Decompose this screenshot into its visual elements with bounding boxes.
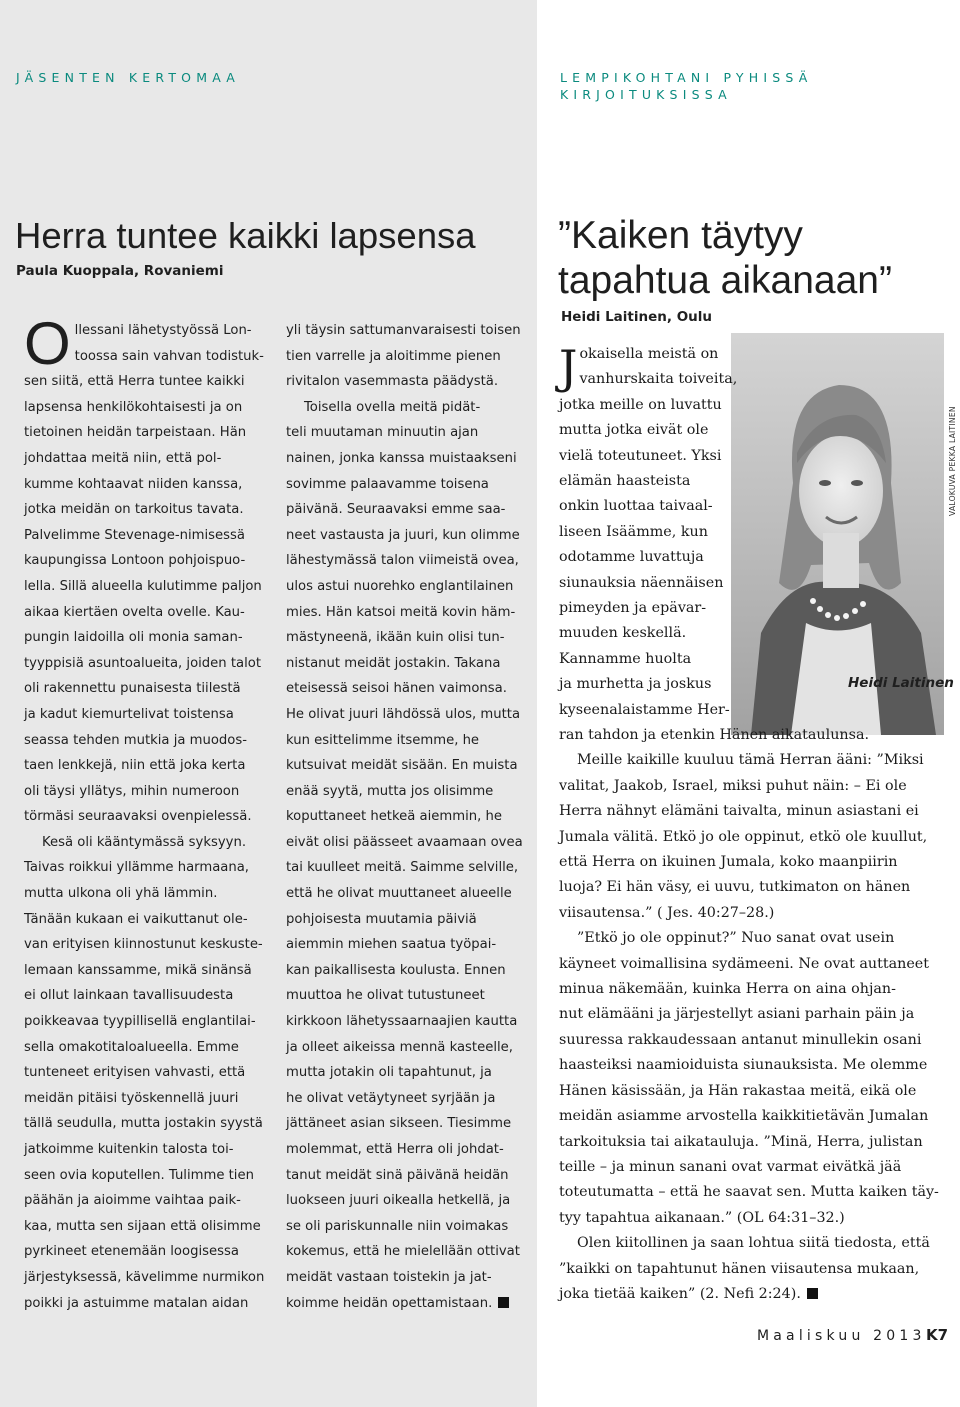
text-line: tunteneet erityisen vahvasti, että: [24, 1065, 246, 1081]
text-line: kaa, mutta sen sijaan että olisimme: [24, 1218, 261, 1234]
page-number: K7: [926, 1326, 949, 1344]
text-line: Meille kaikille kuuluu tämä Herran ääni: ”Miksi: [577, 752, 924, 769]
text-line: poikkeavaa tyypillisellä englantilai-: [24, 1014, 256, 1030]
text-line: mutta ulkona oli yhä lämmin.: [24, 886, 218, 902]
text-line: muuden keskellä.: [559, 625, 687, 642]
text-line: vielä toteutuneet. Yksi: [559, 447, 722, 464]
text-line: sen siitä, että Herra tuntee kaikki: [24, 374, 245, 390]
text-line: jättäneet asian sikseen. Tiesimme: [286, 1116, 512, 1132]
text-line: odotamme luvattuja: [559, 549, 704, 566]
text-line: päivänä. Seuraavaksi emme saa-: [286, 502, 506, 518]
text-line: kaupungissa Lontoon pohjoispuo-: [24, 553, 246, 569]
text-line: Kannamme huolta: [559, 650, 692, 667]
text-line: joka tietää kaiken” (2. Nefi 2:24).: [559, 1285, 801, 1302]
text-line: rivitalon vasemmasta päädystä.: [286, 374, 499, 390]
text-line: elämän haasteista: [559, 473, 691, 490]
text-line: meidän asiamme arvostella kaikkitietävän Jumalan: [559, 1108, 929, 1125]
text-line: Olen kiitollinen ja saan lohtua siitä tiedosta, että: [577, 1235, 930, 1252]
text-line: ”kaikki on tapahtunut hänen viisautensa mukaan,: [559, 1260, 920, 1277]
text-line: nut elämääni ja järjestellyt asiani parhain päin ja: [559, 1006, 915, 1023]
text-line: koputtaneet hetkeä aiemmin, he: [286, 809, 502, 825]
section-kicker-right: [560, 69, 813, 103]
text-line: pyrkineet etenemään loogisessa: [24, 1244, 239, 1260]
text-line: tanut meidät sinä päivänä heidän: [286, 1167, 509, 1183]
text-line: taen lenkkejä, niin että joka kerta: [24, 758, 246, 774]
end-mark: [807, 1288, 818, 1299]
text-line: Hänen käsissään, ja Hän rakastaa meitä, eikä ole: [559, 1082, 917, 1099]
text-line: pimeyden ja epävar-: [559, 600, 707, 617]
article-column-right-full: [559, 723, 954, 1307]
drop-cap: O: [24, 310, 71, 377]
text-line: pungin laidoilla oli monia saman-: [24, 630, 243, 646]
text-line: vanhurskaita toiveita,: [579, 371, 738, 388]
text-line: Tänään kukaan ei vaikuttanut ole-: [24, 911, 248, 927]
text-line: nistanut meidät jostakin. Takana: [286, 655, 501, 671]
text-line: toossa sain vahvan todistuk-: [74, 348, 264, 364]
article-column-1: [24, 310, 276, 1316]
article-title-right: [558, 213, 892, 303]
text-line: eteisessä seisoi hänen vaimonsa.: [286, 681, 507, 697]
text-line: sovimme palaavamme toisena: [286, 476, 489, 492]
text-line: luokseen juuri oikealla hetkellä, ja: [286, 1193, 511, 1209]
text-line: ja murhetta ja joskus: [559, 676, 712, 693]
text-line: kyseenalaistamme Her-: [559, 701, 730, 718]
text-line: He olivat juuri lähdössä ulos, mutta: [286, 706, 521, 722]
text-line: ”Etkö jo ole oppinut?” Nuo sanat ovat usein: [577, 930, 895, 947]
text-line: Jumala välitä. Etkö jo ole oppinut, etkö ole kuullut,: [559, 828, 928, 845]
text-line: kumme kohtaavat niiden kanssa,: [24, 476, 243, 492]
text-line: mutta jotakin oli tapahtunut, ja: [286, 1065, 492, 1081]
text-line: oli täysi yllätys, mihin numeroon: [24, 783, 240, 799]
section-kicker-left: JÄSENTEN KERTOMAA: [16, 70, 241, 85]
text-line: tällä seudulla, mutta jostakin syystä: [24, 1116, 263, 1132]
text-line: ei ollut lainkaan tavallisuudesta: [24, 988, 234, 1004]
article-title-left: Herra tuntee kaikki lapsensa: [15, 215, 476, 256]
kicker-line-2: KIRJOITUKSISSA: [560, 87, 732, 102]
text-line: kirkkoon lähetyssaarnaajien kautta: [286, 1014, 518, 1030]
text-line: törmäsi seuraavaksi ovenpielessä.: [24, 809, 252, 825]
text-line: ran tahdon ja etenkin Hänen aikataulunsa.: [559, 727, 870, 743]
text-line: jotka meille on luvattu: [559, 396, 722, 413]
text-line: Herra nähnyt elämäni taivalta, minun asiastani ei: [559, 803, 919, 820]
text-line: viisautensa.” ( Jes. 40:27–28.): [559, 904, 775, 921]
text-line: tarkoituksia tai aikatauluja. ”Minä, Herra, julistan: [559, 1133, 923, 1150]
text-line: mutta jotka eivät ole: [559, 422, 709, 439]
text-line: nainen, jonka kanssa muistaakseni: [286, 450, 517, 466]
text-line: jatkoimme kuitenkin talosta toi-: [24, 1142, 234, 1157]
text-line: meidät vastaan toistekin ja jat-: [286, 1269, 492, 1285]
text-line: oli rakennettu punaisesta tiilestä: [24, 681, 241, 697]
text-line: koimme heidän opettamistaan.: [286, 1295, 493, 1311]
text-line: lapsensa henkilökohtaisesti ja on: [24, 399, 243, 415]
article-column-right-narrow: [559, 340, 738, 723]
text-line: se oli pariskunnalle niin voimakas: [286, 1218, 509, 1234]
text-line: lemaan kanssamme, mikä sinänsä: [24, 962, 252, 978]
text-line: käyneet voimallisina sydämeeni. Ne ovat auttaneet: [559, 955, 929, 972]
text-line: siunauksia näennäisen: [559, 574, 724, 591]
text-line: valitat, Jaakob, Israel, miksi puhut näin: – Ei ole: [559, 777, 907, 794]
text-line: teli muutaman minuutin ajan: [286, 425, 479, 441]
text-line: mästyneenä, ikään kuin olisi tun-: [286, 630, 505, 646]
text-line: ulos astui nuorehko englantilainen: [286, 578, 514, 594]
text-line: johdattaa meitä niin, että pol-: [24, 450, 222, 466]
text-line: he olivat vetäytyneet syrjään ja: [286, 1090, 496, 1106]
photo-caption: Heidi Laitinen: [848, 675, 954, 691]
author-byline-left: Paula Kuoppala, Rovaniemi: [16, 263, 224, 279]
text-line: minua näkemään, kuinka Herra on aina ohjan-: [559, 981, 896, 998]
text-line: van erityisen kiinnostunut keskuste-: [24, 937, 263, 953]
text-line: kokemus, että he mielellään ottivat: [286, 1244, 520, 1260]
text-line: tyy tapahtua aikanaan.” (OL 64:31–32.): [559, 1209, 845, 1226]
text-line: enää syytä, mutta jos olisimme: [286, 783, 494, 799]
text-line: Palvelimme Stevenage-nimisessä: [24, 527, 245, 543]
text-line: luoja? Ei hän väsy, ei uuvu, tutkimaton on hänen: [559, 879, 911, 896]
text-line: suuressa rakkaudessaan antanut minullekin osani: [559, 1031, 922, 1048]
text-line: järjestyksessä, kävelimme nurmikon: [24, 1269, 265, 1285]
text-line: aikaa kiertäen ovelta ovelle. Kau-: [24, 604, 245, 620]
text-line: muuttoa he olivat tutustuneet: [286, 988, 485, 1004]
text-line: toteutumatta – että he saavat sen. Mutta kaiken täy-: [559, 1184, 939, 1201]
text-line: neet vastausta ja juuri, kun olimme: [286, 527, 520, 543]
text-line: ja kadut kiemurtelivat toistensa: [24, 706, 234, 722]
text-line: että he olivat muuttaneet alueelle: [286, 886, 512, 902]
title-line-2: tapahtua aikanaan”: [558, 259, 892, 302]
text-line: lella. Sillä alueella kulutimme paljon: [24, 578, 262, 594]
text-line: poikki ja astuimme matalan aidan: [24, 1295, 249, 1311]
text-line: kutsuivat meidät sisään. En muista: [286, 758, 518, 774]
text-line: okaisella meistä on: [579, 346, 719, 362]
title-line-1: ”Kaiken täytyy: [558, 214, 803, 257]
drop-cap: J: [559, 340, 578, 394]
text-line: pohjoisesta muutamia päiviä: [286, 911, 477, 927]
text-line: Toisella ovella meitä pidät-: [304, 399, 481, 415]
article-column-2: [286, 318, 531, 1316]
text-line: Kesä oli kääntymässä syksyyn.: [42, 834, 247, 850]
text-line: Taivas roikkui yllämme harmaana,: [24, 860, 249, 876]
text-line: tyyppisiä asuntoalueita, joiden talot: [24, 655, 262, 671]
text-line: että Herra on ikuinen Jumala, koko maanpiirin: [559, 854, 898, 871]
text-line: aiemmin miehen saatua työpai-: [286, 937, 497, 953]
text-line: ja olleet aikeissa mennä kasteelle,: [286, 1039, 513, 1055]
end-mark: [498, 1297, 509, 1308]
text-line: mies. Hän katsoi meitä kovin häm-: [286, 604, 516, 620]
text-line: seen ovia koputellen. Tulimme tien: [24, 1167, 254, 1183]
text-line: yli täysin sattumanvaraisesti toisen: [286, 323, 521, 338]
text-line: tietoinen heidän tarpeistaan. Hän: [24, 425, 247, 441]
photo-credit: VALOKUVA PEKKA LAITINEN: [948, 406, 957, 516]
kicker-line-1: LEMPIKOHTANI PYHISSÄ: [560, 70, 813, 85]
text-line: liseen Isäämme, kun: [559, 523, 708, 540]
text-line: meidän pitäisi työskennellä juuri: [24, 1090, 239, 1106]
text-line: molemmat, että Herra oli johdat-: [286, 1142, 504, 1157]
text-line: llessani lähetystyössä Lon-: [74, 323, 252, 338]
text-line: eivät olisi päässeet avaamaan ovea: [286, 834, 523, 850]
issue-date: Maaliskuu 2013: [757, 1328, 926, 1344]
text-line: lähestymässä talon viimeistä ovea,: [286, 553, 519, 569]
text-line: jotka meidän on tarkoitus tavata.: [24, 502, 244, 518]
text-line: tai kuulleet meitä. Saimme selville,: [286, 860, 519, 876]
text-line: onkin luottaa taivaal-: [559, 498, 713, 515]
text-line: sella omakotitaloalueella. Emme: [24, 1039, 239, 1055]
text-line: päähän ja aioimme vaihtaa paik-: [24, 1193, 241, 1209]
text-line: tien varrelle ja aloitimme pienen: [286, 348, 501, 364]
text-line: kun esittelimme itsemme, he: [286, 732, 480, 748]
text-line: kan paikallisesta koulusta. Ennen: [286, 962, 506, 978]
author-byline-right: Heidi Laitinen, Oulu: [561, 309, 713, 325]
text-line: teille – ja minun sanani ovat varmat eivätkä jää: [559, 1158, 902, 1175]
text-line: seassa tehden mutkia ja muodos-: [24, 732, 247, 748]
text-line: haasteiksi naamioiduista siunauksista. Me olemme: [559, 1057, 928, 1074]
